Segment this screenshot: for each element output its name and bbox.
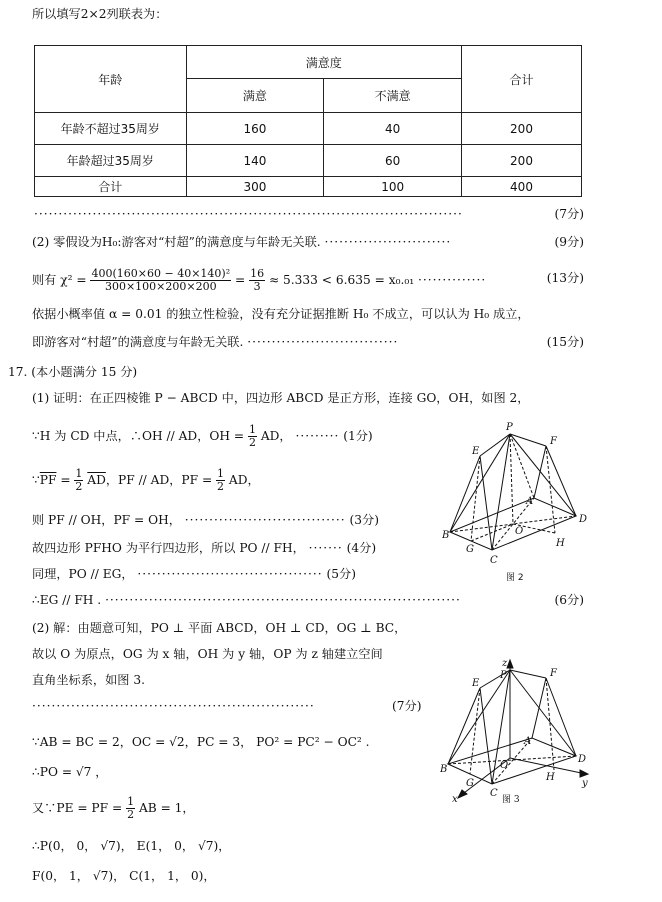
- cell-unsatisfied: 60: [324, 145, 462, 177]
- label-y: y: [582, 778, 588, 789]
- label-B: B: [442, 530, 450, 541]
- solution-line-5: ∴PO = √7 ，: [32, 765, 108, 779]
- label-A: A: [526, 496, 534, 507]
- solution-line-6: 又∵PE = PF = $\frac{1}{2}$ AB = 1，: [32, 795, 195, 821]
- solution-line-3: 直角坐标系，如图 3.: [32, 673, 146, 687]
- score-mark: (7分): [392, 699, 422, 713]
- cell-satisfied: 140: [186, 145, 324, 177]
- label-C: C: [490, 788, 498, 799]
- contingency-table: [34, 45, 582, 197]
- row-label: 年龄不超过35周岁: [35, 113, 187, 145]
- score-mark: (1分): [343, 429, 373, 443]
- proof-line-6: 同理，PO // EG， ······································ (5分): [32, 567, 356, 581]
- score-mark: (9分): [554, 235, 584, 249]
- intro-text: 所以填写2×2列联表为：: [32, 7, 168, 21]
- row-label: 合计: [35, 177, 187, 197]
- proof-line-3: $\because\overline{PF}$ = $\frac{1}{2}$ $\overline{AD}$，PF // AD，PF = $\frac{1}{2}$ AD，: [32, 467, 260, 493]
- cell-satisfied: 160: [186, 113, 324, 145]
- null-hypothesis-text: (2) 零假设为H₀:游客对“村超”的满意度与年龄无关联. ··························: [32, 235, 452, 249]
- label-P: P: [506, 422, 513, 433]
- chi-numerator: 400(160×60 − 40×140)²: [91, 267, 231, 280]
- chi-denominator: 300×100×200×200: [104, 280, 217, 293]
- cell-satisfied: 300: [186, 177, 324, 197]
- header-unsatisfied: 不满意: [324, 79, 462, 113]
- cell-unsatisfied: 100: [324, 177, 462, 197]
- conclusion-line-2: 即游客对“村超”的满意度与年龄无关联. ·······························: [32, 335, 399, 349]
- proof-line-2: ∵H 为 CD 中点，∴OH // AD，OH = $\frac{1}{2}$ AD， ········· (1分): [32, 423, 373, 449]
- dot-leader: ························································································: [34, 207, 463, 221]
- table-row: [35, 145, 582, 177]
- solution-line-7: ∴P(0， 0， √7)， E(1， 0， √7)，: [32, 839, 231, 853]
- question-17-heading: 17. (本小题满分 15 分): [8, 365, 138, 379]
- dot-leader: ··························································: [32, 699, 315, 713]
- header-age: 年龄: [35, 46, 187, 113]
- figure-2-pyramid-diagram: [442, 418, 592, 588]
- score-mark: (7分): [554, 207, 584, 221]
- label-F: F: [550, 668, 557, 679]
- score-mark: (13分): [546, 271, 584, 285]
- label-P: P: [500, 670, 507, 681]
- header-satisfaction: 满意度: [186, 46, 462, 79]
- header-satisfied: 满意: [186, 79, 324, 113]
- proof-line-1: (1) 证明：在正四棱锥 P − ABCD 中，四边形 ABCD 是正方形，连接 GO，OH，如图 2，: [32, 391, 530, 405]
- proof-line-7: ∴EG // FH . ·········································································: [32, 593, 461, 607]
- conclusion-line-1: 依据小概率值 α = 0.01 的独立性检验，没有充分证据推断 H₀ 不成立，可以认为 H₀ 成立，: [32, 307, 530, 321]
- proof-line-4: 则 PF // OH，PF = OH， ································· (3分): [32, 513, 379, 527]
- label-A: A: [524, 736, 532, 747]
- row-label: 年龄超过35周岁: [35, 145, 187, 177]
- label-x: x: [452, 794, 458, 805]
- label-H: H: [556, 538, 565, 549]
- label-B: B: [440, 764, 448, 775]
- label-E: E: [472, 678, 480, 689]
- solution-line-4: ∵AB = BC = 2，OC = √2，PC = 3， PO² = PC² − OC² .: [32, 735, 370, 749]
- label-O: O: [500, 760, 509, 771]
- cell-total: 200: [462, 145, 582, 177]
- figure-3-caption: 图 3: [502, 795, 520, 805]
- score-mark: (6分): [554, 593, 584, 607]
- cell-unsatisfied: 40: [324, 113, 462, 145]
- label-F: F: [550, 436, 557, 447]
- chi-square-formula: 则有 χ² = $\frac{\text{400(160×60 − 40×140)²}}{300\times 100\times 200\times 200}$ = $\frac{16}{3}$ ≈ 5.333 < 6.635 = x₀.₀₁ ··············: [32, 267, 487, 293]
- cell-total: 200: [462, 113, 582, 145]
- score-mark: (15分): [546, 335, 584, 349]
- label-H: H: [546, 772, 555, 783]
- table-row: [35, 113, 582, 145]
- proof-line-5: 故四边形 PFHO 为平行四边形，所以 PO // FH， ······· (4分): [32, 541, 377, 555]
- figure-2-caption: 图 2: [506, 573, 524, 583]
- label-E: E: [472, 446, 480, 457]
- label-G: G: [466, 778, 474, 789]
- label-D: D: [579, 514, 588, 525]
- label-G: G: [466, 544, 474, 555]
- solution-line-8: F(0， 1， √7)， C(1， 1， 0)，: [32, 869, 216, 883]
- label-C: C: [490, 555, 498, 566]
- label-O: O: [515, 526, 524, 537]
- figure-3-coordinate-diagram: [440, 656, 592, 806]
- label-z: z: [502, 658, 508, 669]
- cell-total: 400: [462, 177, 582, 197]
- header-total: 合计: [462, 46, 582, 113]
- solution-line-1: (2) 解：由题意可知，PO ⊥ 平面 ABCD，OH ⊥ CD，OG ⊥ BC，: [32, 621, 407, 635]
- table-row: [35, 177, 582, 197]
- solution-line-2: 故以 O 为原点，OG 为 x 轴，OH 为 y 轴，OP 为 z 轴建立空间: [32, 647, 383, 661]
- label-D: D: [578, 754, 587, 765]
